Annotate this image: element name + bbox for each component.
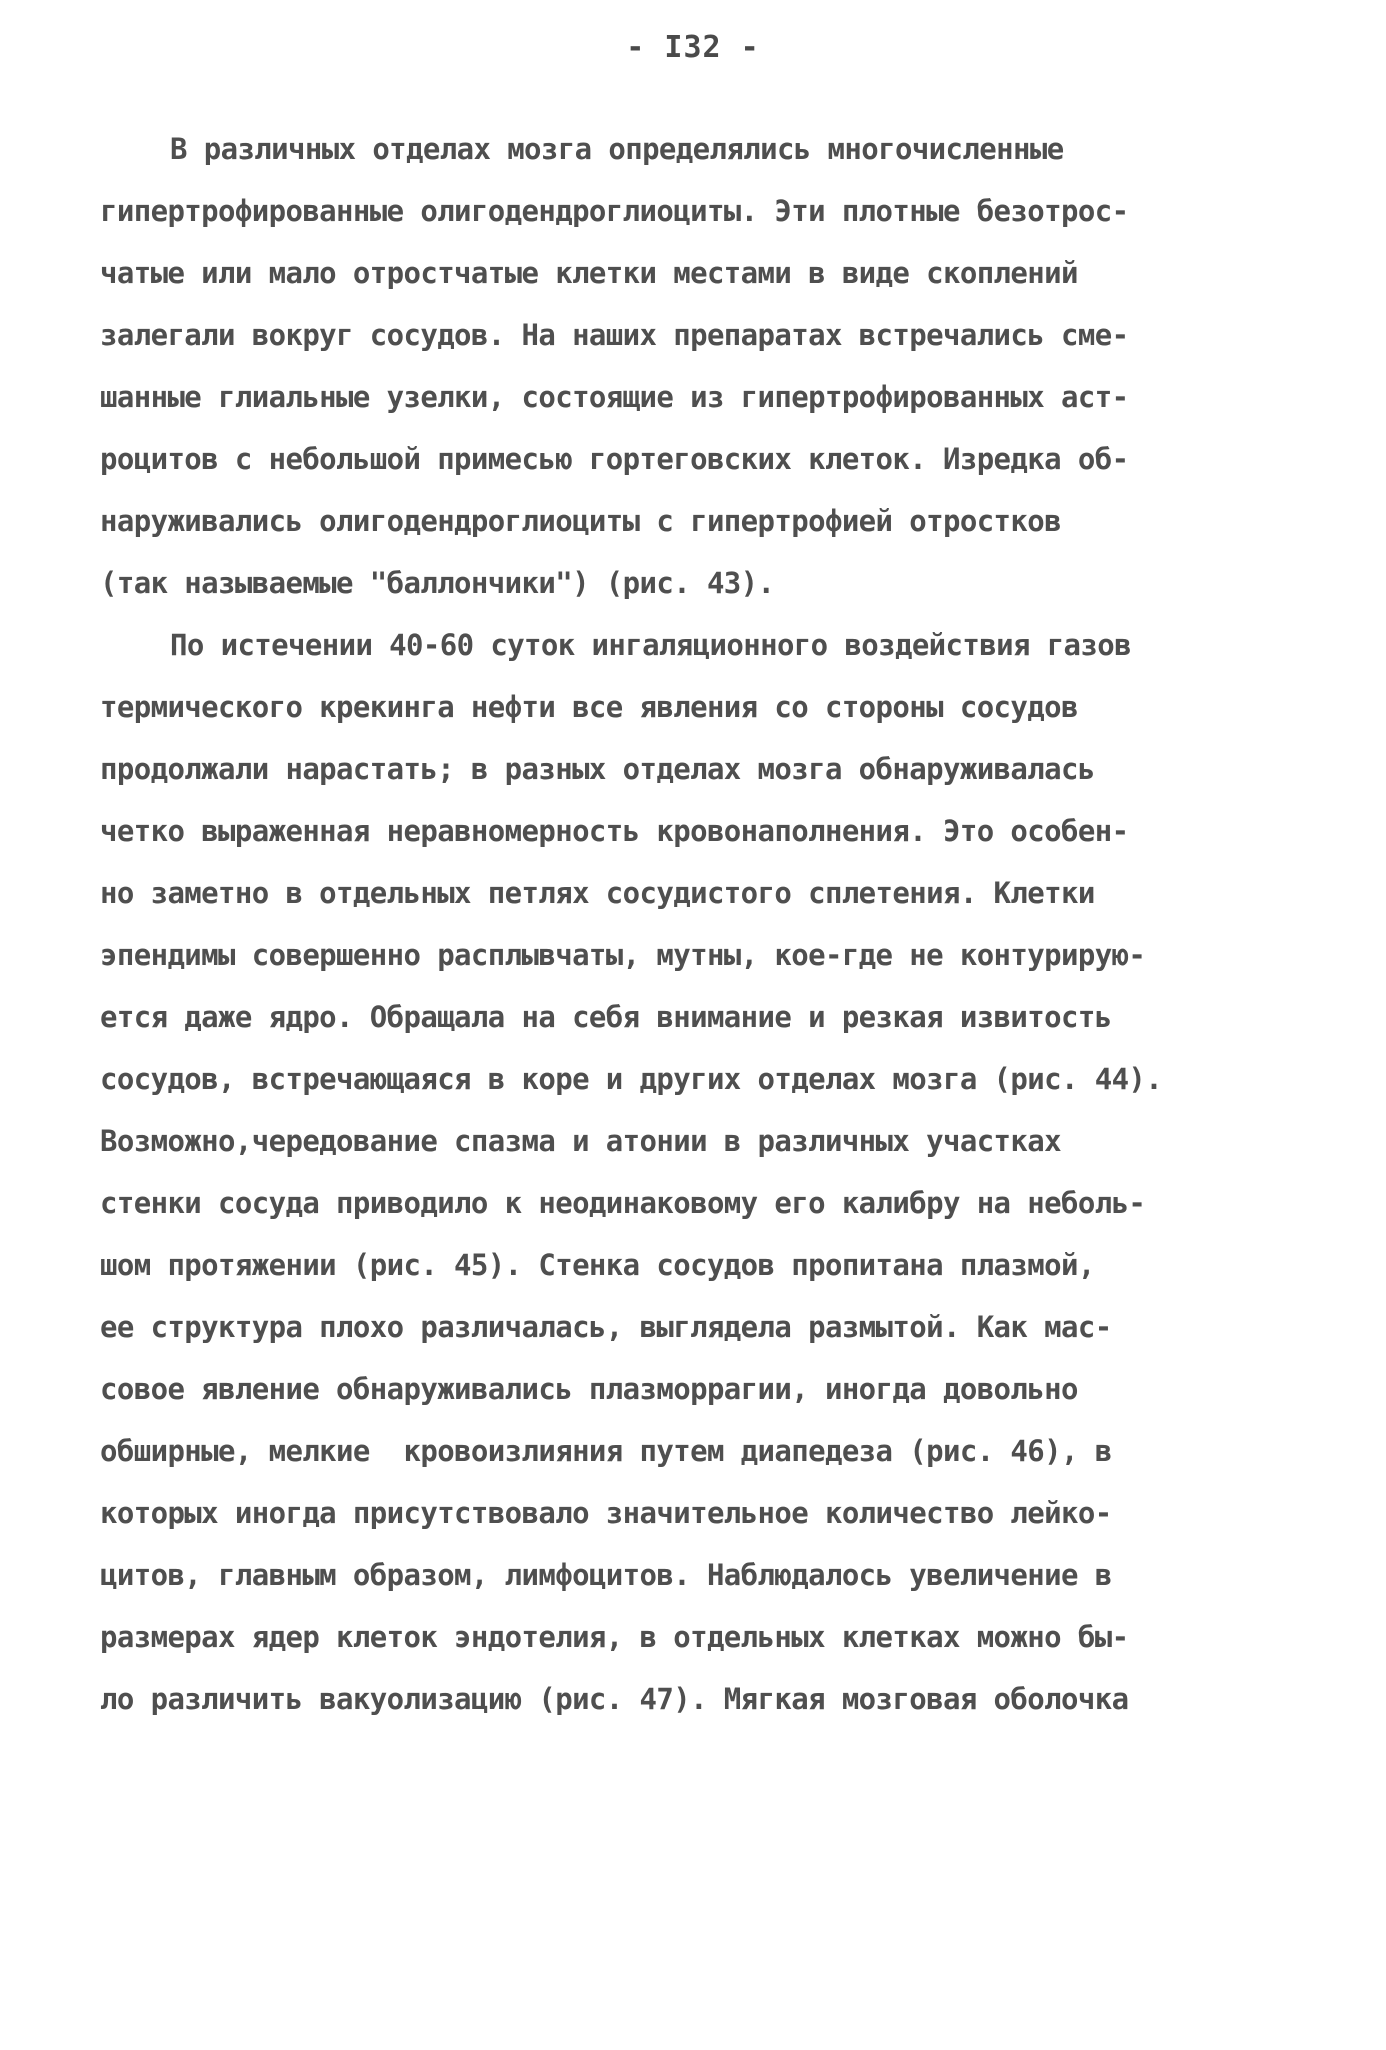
text-line-7: наруживались олигодендроглиоциты с гипертрофией отростков <box>100 504 1061 538</box>
text-line-5: шанные глиальные узелки, состоящие из гипертрофированных аст- <box>100 380 1129 414</box>
text-line-21: совое явление обнаруживались плазморрагии, иногда довольно <box>100 1372 1078 1406</box>
text-line-16: сосудов, встречающаяся в коре и других отделах мозга (рис. 44). <box>100 1062 1163 1096</box>
page-number: - I32 - <box>626 30 760 65</box>
text-line-13: но заметно в отдельных петлях сосудистого сплетения. Клетки <box>100 876 1095 910</box>
text-line-18: стенки сосуда приводило к неодинаковому его калибру на неболь- <box>100 1186 1146 1220</box>
text-line-10: термического крекинга нефти все явления со стороны сосудов <box>100 690 1078 724</box>
text-line-23: которых иногда присутствовало значительное количество лейко- <box>100 1496 1112 1530</box>
text-line-3: чатые или мало отростчатые клетки местами в виде скоплений <box>100 256 1078 290</box>
text-line-12: четко выраженная неравномерность кровонаполнения. Это особен- <box>100 814 1129 848</box>
text-line-8: (так называемые "баллончики") (рис. 43). <box>100 566 775 600</box>
text-line-4: залегали вокруг сосудов. На наших препаратах встречались сме- <box>100 318 1129 352</box>
text-line-1: В различных отделах мозга определялись многочисленные <box>170 132 1064 166</box>
text-line-14: эпендимы совершенно расплывчаты, мутны, кое-где не контурирую- <box>100 938 1146 972</box>
text-line-2: гипертрофированные олигодендроглиоциты. Эти плотные безотрос- <box>100 194 1129 228</box>
text-line-20: ее структура плохо различалась, выглядела размытой. Как мас- <box>100 1310 1112 1344</box>
text-line-19: шом протяжении (рис. 45). Стенка сосудов пропитана плазмой, <box>100 1248 1095 1282</box>
text-line-26: ло различить вакуолизацию (рис. 47). Мягкая мозговая оболочка <box>100 1682 1129 1716</box>
text-line-6: роцитов с небольшой примесью гортеговских клеток. Изредка об- <box>100 442 1129 476</box>
text-line-15: ется даже ядро. Обращала на себя внимание и резкая извитость <box>100 1000 1112 1034</box>
text-line-22: обширные, мелкие кровоизлияния путем диапедеза (рис. 46), в <box>100 1434 1112 1468</box>
text-line-11: продолжали нарастать; в разных отделах мозга обнаруживалась <box>100 752 1095 786</box>
text-line-25: размерах ядер клеток эндотелия, в отдельных клетках можно бы- <box>100 1620 1129 1654</box>
text-line-17: Возможно,чередование спазма и атонии в различных участках <box>100 1124 1061 1158</box>
text-line-9: По истечении 40-60 суток ингаляционного воздействия газов <box>170 628 1131 662</box>
text-line-24: цитов, главным образом, лимфоцитов. Наблюдалось увеличение в <box>100 1558 1112 1592</box>
body-text <box>100 118 1300 1730</box>
